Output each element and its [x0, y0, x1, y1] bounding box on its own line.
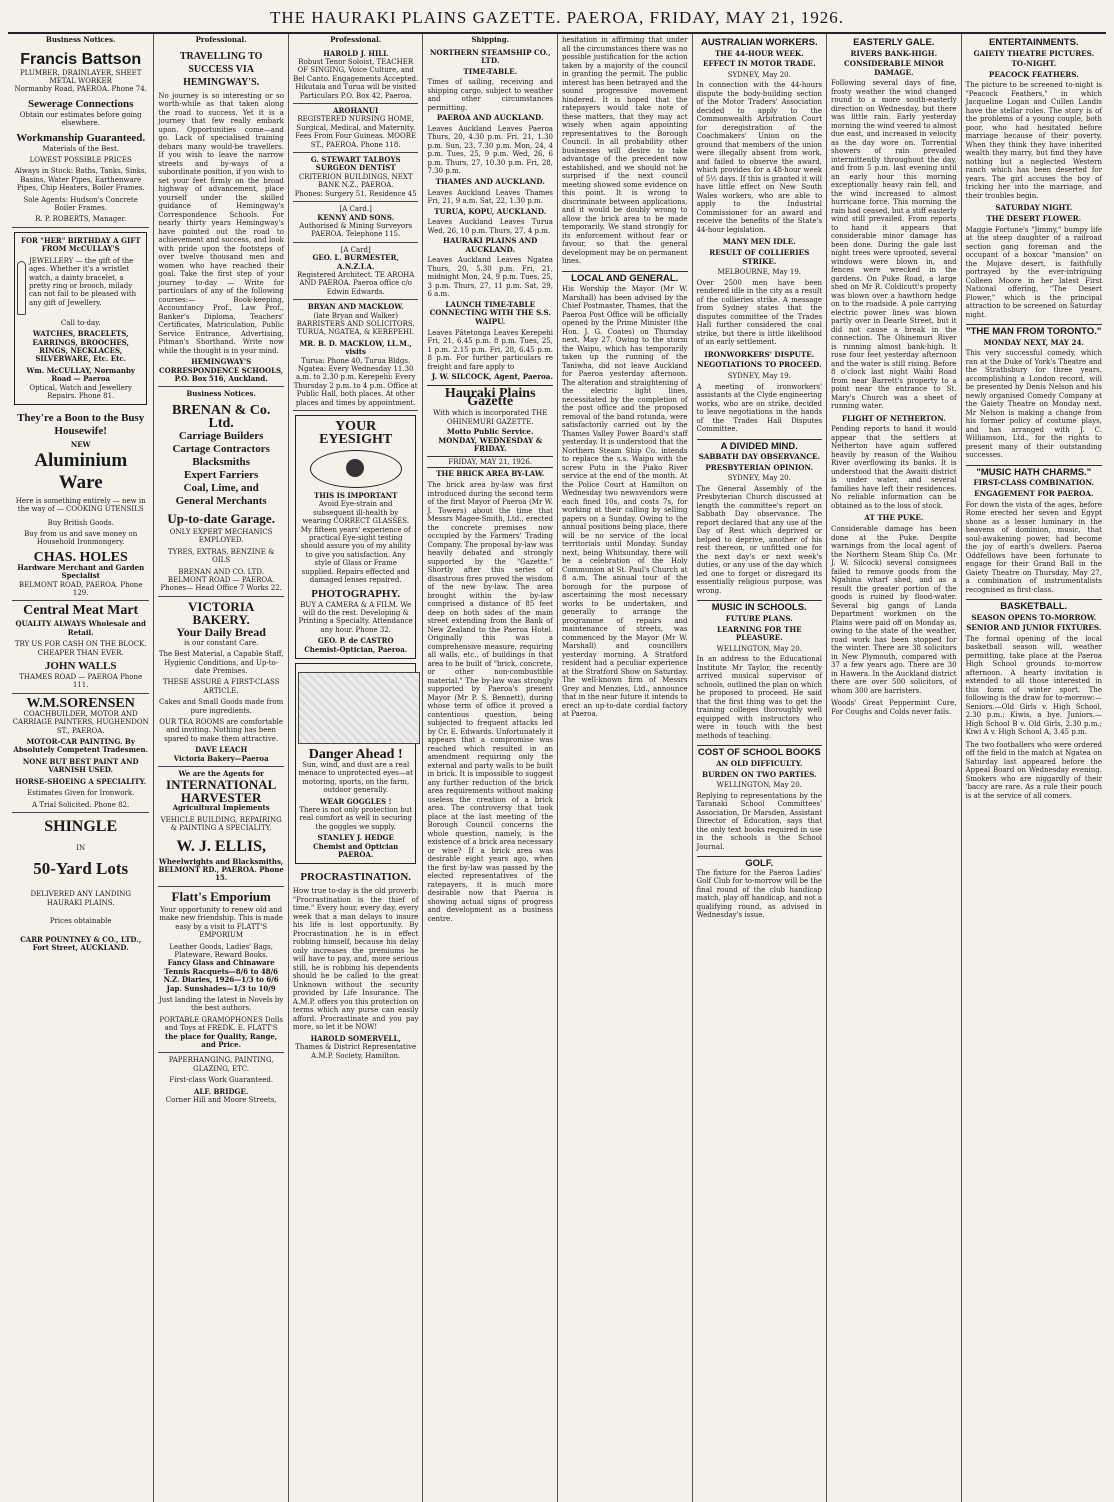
ad-text: There is not only protection but real comfort as well in securing the goggles we supply. [299, 805, 413, 831]
article-text: Following several days of fine, frosty weather the wind changed round to a more south-easterly direction on Wednesday, but there was little rain. Early yesterday morning the wind veered to almost due east, and increased in velocity as the day wore on. Torrential showers of rain prevailed intermittently throughout the day, and from 5 p.m. last evening until an early hour this morning exceptionally heavy rain fell, and the wind increased to almost hurricane force. This morning the rain had ceased, but a stiff easterly wind still prevailed. From reports to hand it appears that considerable minor damage has been done. During the gale last night trees were uprooted, several windows were blown in, and fences were wrecked in the gardens. On Puke Road, a large shed on Mr R. Coldicutt's property was blown over a hawthorn hedge on to the roadside. A pole carrying electric power lines was blown partly over in Dearle Street, but it did not cause a break in the connection. The Ohinemuri River is running almost bank-high. It rose four feet yesterday afternoon and the water is still rising. Before 8 o'clock last night Waihi Road from near Barrett's property to a point near the entrance to St. Mary's Church was a sheet of running water. [831, 79, 957, 411]
article-subheading: BURDEN ON TWO PARTIES. [702, 769, 817, 779]
ad-text: Buy British Goods. [47, 518, 114, 527]
ad-text: MOTOR-CAR PAINTING. By Absolutely Competent Tradesmen. [13, 737, 148, 755]
gazette-motto: Motto Public Service. MONDAY, WEDNESDAY & FRIDAY. [438, 427, 543, 454]
article-heading: GOLF. [697, 856, 823, 869]
article-text: Maggie Fortune's "Jimmy," bumpy life at the steep daughter of a railroad section gang foreman and the occupant of a boxcar "mansion" on the Mojave desert, is faithfully portrayed by the ever-intriguing Colleen Moore in her latest First National offering, "The Desert Flower," which is the principal attraction to be screened on Saturday night. [965, 225, 1102, 319]
ad-text: How true to-day is the old proverb: "Procrastination is the thief of time." Every hour, every day, every week that a man delays to insure his life is lost opportunity. By Procrastination he is in effect robbing himself, because his delay only increases the premiums he will have to pay, and, more serious still, he is robbing his dependents should he be called to the great Unknown without the security provided by Life Insurance. The A.M.P. offers you this protection on terms which any purse can easily afford. Procrastinate and you pay more, so let it be NOW! [292, 887, 419, 1032]
ad-text: No journey is so interesting or so worth-while as that taken along the road to success. Yet it is a journey that few really embark upon. Opportunities come—and go. Lack of specialised training debars many would-be travellers. If you wish to leave the narrow streets and by-ways of a subordinate position, if you wish to set your feet firmly on the broad highway of advancement, place yourself under the skilled guidance of Hemingway's Correspondence Schools. For nearly thirty years Hemingway's have pointed out the road to achievement and success, and look with pride upon the footsteps of over twelve thousand men and women who have reached their goal. Take the first step of your journey to-day — Write for particulars of any of the following courses:— Book-keeping, Accountancy Prof., Law Prof., Banker's Diploma, Teachers' Certificates, Matriculation, Public Service Entrance, Advertising, Pitman's Shorthand. Write now while the thought is in your mind. [158, 91, 284, 355]
ad-title: HAROLD J. HILL [323, 48, 389, 58]
ad-text: Obtain our estimates before going elsewhere. [19, 110, 142, 128]
column-heading: Shipping. [471, 35, 510, 44]
article-text: The General Assembly of the Presbyterian Church discussed at length the committee's report on Sabbath Day observance. The report declared that any use of the Day of Rest which deprived or helped to deprive, another of his rest thereon, or unfitted one for the next day's or next week's duties, or any use of the day which led one to forget or disregard its essentially religious purpose, was wrong. [696, 484, 823, 595]
ad-text: Chemist and Optician PAEROA. [313, 841, 399, 859]
ad-title: GEO. P. de CASTRO [317, 636, 394, 646]
article-subheading: PRESBYTERIAN OPINION. [705, 462, 814, 472]
ad-text: JEWELLERY — the gift of the ages. Whether it's a wristlet watch, a dainty bracelet, a pretty ring or brooch, milady can not fail to be pleased with any gift of Jewellery. [29, 256, 137, 307]
ad-flatt [158, 887, 284, 1054]
ad-text: HORSE-SHOEING A SPECIALITY. [15, 776, 147, 786]
ad-text: BUY A CAMERA & A FILM. We will do the rest. Developing & Printing a Specialty. Attendance any hour. Phone 32. [298, 600, 413, 634]
ad-text: THESE ASSURE A FIRST-CLASS ARTICLE. [162, 678, 280, 695]
article-dateline: SYDNEY, May 19. [727, 371, 791, 380]
article-text: The two footballers who were ordered off the field in the match at Ngatea on Saturday last appeared before the Appeal Board on Wednesday evening. Smokers who are niggardly of their 'baccy are rare. As a rule their pouch is at the service of all comers. [965, 740, 1102, 800]
ad-title: Wm. McCULLAY, Normanby Road — Paeroa [26, 365, 135, 384]
motorcar-illustration-icon [298, 672, 420, 744]
ad-title: ALF. BRIDGE. [193, 1086, 249, 1096]
gazette-date: FRIDAY, MAY 21, 1926. [427, 456, 553, 469]
ad-shingle [12, 813, 149, 955]
ad-text: Call to-day. [60, 318, 101, 327]
article-text: Over 2500 men have been rendered idle in the city as a result of the collieries strike. A message from Sydney states that the disputes committee of the Trades Hall further considered the coal strike, but there is little likelihood of an early settlement. [696, 278, 823, 347]
ad-text: PAPERHANGING, PAINTING, GLAZING, ETC. [168, 1056, 274, 1073]
ad-text: Sun, wind, and dust are a real menace to unprotected eyes—at motoring, sports, on the farm, outdoor generally. [298, 760, 413, 795]
ad-text: Registered Architect. TE AROHA AND PAEROA. Paeroa office c/o Edwin Edwards. [297, 270, 415, 296]
column-heading: Business Notices. [45, 35, 116, 44]
shipping-route: HAURAKI PLAINS AND AUCKLAND. [443, 236, 538, 254]
ad-kenny [293, 202, 419, 243]
ad-heading: FOR "HER" BIRTHDAY A GIFT FROM McCULLAY'S [20, 235, 141, 254]
shipping-text: Leaves Auckland Leaves Thames Fri, 21, 9 a.m. Sat, 22, 1.30 p.m. [427, 188, 553, 206]
ad-text: Leather Goods, Ladies' Bags, Plateware, Reward Books. [169, 942, 273, 959]
ad-text: BELMONT ROAD, PAEROA. Phone 129. [18, 580, 143, 597]
ad-title: Danger Ahead ! [308, 746, 403, 762]
ad-text: [A Card.] [339, 205, 372, 214]
shipping-route: THAMES AND AUCKLAND. [435, 176, 545, 186]
ad-title: Francis Battson [20, 50, 142, 68]
article-text: The fixture for the Paeroa Ladies' Golf Club for to-morrow will be the final round of the club handicap match, play off handicap, and not a qualifying round, as advised in Wednesday's issue. [696, 868, 823, 920]
shipping-text: Leaves Pātetonga Leaves Kerepehi Fri, 21, 6.45 p.m. 8 p.m. Tues, 25, 1 p.m. 2.15 p.m. Fri, 28, 6.45 p.m. 8 p.m. For further particulars re freight and fare apply to [427, 328, 553, 371]
ad-battson [12, 47, 149, 228]
article-heading: MANY MEN IDLE. [722, 237, 796, 247]
ad-text: The Best Material, a Capable Staff, Hygienic Conditions, and Up-to-date Premises. [158, 650, 284, 675]
ad-text: Authorised & Mining Surveyors PAEROA. Telephone 115. [299, 221, 413, 239]
ad-text: TYRES, EXTRAS, BENZINE & OILS [167, 547, 275, 565]
ad-text: We are the Agents for [178, 769, 264, 779]
ad-text: Cakes and Small Goods made from pure ingredients. [159, 698, 284, 715]
ad-title: CHAS. HOLES [33, 549, 128, 565]
ad-burmester [293, 243, 419, 300]
article-text: This very successful comedy, which ran at the Duke of York's Theatre and the Strathsbury for three years, accomplishing a London record, will be presented by Denis Nelson and his newly organised Comedy Company at the Gaiety Theatre on Monday next. Mr Nelson is making a change from his former policy of costume plays, and has arranged with J. C. Williamson, Ltd., for the rights to present many of their outstanding successes. [965, 349, 1102, 460]
ad-text: CARR POUNTNEY & CO., LTD., Fort Street, AUCKLAND. [20, 934, 142, 952]
ad-text: IN [76, 843, 86, 852]
article-text: Pending reports to hand it would appear that the settlers at Netherton have again suffered heavily by reason of the Waihou River overflowing its banks. It is understood that the Awaiti district is under water, and several families have left their residences. No reliable information can be obtained as to the loss of stock. [831, 425, 957, 510]
ad-text: Just landing the latest in Novels by the best authors. [158, 995, 284, 1013]
article-subheading: SABBATH DAY OBSERVANCE. [698, 452, 820, 462]
ad-text: REGISTERED NURSING HOME, Surgical, Medical, and Maternity. Fees From Four Guineas. MOORE ST., PAEROA. Phone 118. [295, 115, 417, 149]
ad-title: VICTORIA BAKERY. [188, 598, 255, 627]
article-dateline: MELBOURNE, May 19. [717, 268, 801, 277]
ad-text: BRENAN AND CO. LTD. BELMONT ROAD — PAEROA. Phones— Head Office 7 Works 22. [160, 567, 282, 593]
ad-title: Up-to-date Garage. [167, 510, 275, 526]
ad-text: [A Card] [340, 245, 371, 254]
ad-text: Estimates Given for Ironwork. [27, 789, 135, 798]
ad-text: R. P. ROBERTS, Manager. [35, 215, 127, 224]
article-text: Woods' Great Peppermint Cure, For Coughs and Colds never fails. [831, 699, 957, 716]
gazette-subtitle: With which is incorporated THE OHINEMURI GAZETTE. [433, 408, 548, 426]
ad-line: Expert Farriers [184, 468, 259, 481]
ad-text: TRY US FOR CASH ON THE BLOCK. CHEAPER THAN EVER. [14, 640, 147, 657]
article-subheading: LEARNING FOR THE PLEASURE. [716, 624, 802, 643]
column-professional-2 [289, 34, 424, 1502]
column-heading: Professional. [330, 35, 382, 44]
ad-text: the place for Quality, Range, and Price. [165, 1031, 278, 1049]
column-local-general [558, 34, 693, 1502]
ad-title: BRENAN & Co. Ltd. [171, 402, 271, 431]
ad-title: Central Meat Mart [23, 603, 139, 619]
ad-text: Agricultural Implements [172, 803, 270, 813]
article-subheading: SATURDAY NIGHT. [995, 203, 1073, 213]
ad-title: Aluminium Ware [34, 449, 128, 493]
ad-text: COACHBUILDER, MOTOR AND CARRIAGE PAINTERS, HUGHENDON ST., PAEROA. [12, 709, 149, 735]
ad-text: ONLY EXPERT MECHANICS EMPLOYED. [169, 527, 273, 545]
article-subheading: THE DESERT FLOWER. [986, 213, 1082, 223]
ad-text: Always in Stock: Baths, Tanks, Sinks, Basins, Water Pipes, Earthenware Pipes, Chip Heaters, Boiler Frames. [14, 167, 147, 193]
section-text: His Worship the Mayor (Mr W. Marshall) has been advised by the Chief Postmaster, Thames, that the Paeroa Post Office will be officially opened by the Prime Minister (the Hon. J. G. Coates) on Thursday next, May 27. Owing to the storm the Waipu, which has temporarily taken up the running of the Taniwha, did not leave Auckland for Paeroa yesterday afternoon. The alteration and straightening of the electric light lines, necessitated by the completion of the post office and the proposed removal of the band rotunda, were satisfactorily carried out by the Thames Valley Power Board's staff yesterday. It is understood that the Northern Steam Ship Co. intends to replace the s.s. Waipu with the screw Putu in the Piako River service at the end of the month. At the Police Court at Hamilton on Wednesday two newsvendors were each fined 10s, and costs 7s, for working at their calling by selling papers on a Sunday. Owing to the annual positions being place, there will be no service of the local territorials until Monday. Sunday next, being Whitsunday, there will be a celebration of the Holy Communion at St. Paul's Church at 8 a.m. The annual tour of the borough for the purpose of ascertaining the most necessary works to be undertaken, and generally to arrange the programme of repairs and maintenance of streets, was commenced by the Mayor (Mr W. Marshall) and councillors yesterday morning. A Stratford resident had a peculiar experience at the Stratford Show on Saturday. The well-known firm of Messrs Grey and Menzies, Ltd., announce that in the near future it intends to erect an up-to-date cordial factory at Paeroa. [561, 285, 688, 719]
ad-heading: THIS IS IMPORTANT [314, 491, 398, 501]
ad-text: (late Bryan and Walker) BARRISTERS AND SOLICITORS, TURUA, NGATEA, & KEREPEHI. [296, 311, 415, 337]
ad-text: PORTABLE GRAMOPHONES Dolls and Toys at FREDK. E. FLATT'S [159, 1015, 283, 1033]
shipping-text: Times of sailing, receiving and shipping cargo, subject to weather and other circumstances permitting. [427, 78, 553, 112]
article-text: The picture to be screened to-night is "Peacock Feathers," in which Jacqueline Logan and Cullen Landis have the stellar roles. The story is of the problems of a young couple, both poor, who had hesitated before marriage because of their poverty. When they think they have inherited wealth they marry, but find they have nothing but a neglected Western ranch which has been deserted for years. The girl accuses the boy of tricking her into the marriage, and their troubles begin. [965, 81, 1102, 200]
ad-text: NEW [70, 440, 91, 450]
article-text: In connection with the 44-hours dispute the body-building section of the Motor Traders' Association decided to apply to the Commonwealth Arbitration Court for deregistration of the Coachmakers' Union on the ground that members of the union were illegally absent from work, and failed to observe the award, which provides for a 48-hour week of 5½ days. If this is granted it will have little effect on New South Wales workers, who are able to apply to the Industrial Commissioner for an award and receive the benefits of the State's 44-hour legislation. [696, 81, 823, 234]
column-entertainments [962, 34, 1106, 1502]
article-heading: COST OF SCHOOL BOOKS [697, 747, 821, 759]
shipping-route: PAEROA AND AUCKLAND. [436, 113, 544, 123]
article-heading: "THE MAN FROM TORONTO." [966, 326, 1102, 338]
column-easterly-gale [827, 34, 962, 1502]
article-subheading: PEACOCK FEATHERS. [988, 69, 1079, 79]
article-heading: BASKETBALL. [966, 599, 1102, 612]
section-heading: ENTERTAINMENTS. [989, 37, 1079, 48]
ad-text: OUR TEA ROOMS are comfortable and inviting. Nothing has been spared to make them attractive. [159, 718, 284, 743]
ad-text: Sole Agents: Hudson's Concrete Boiler Frames. [23, 195, 138, 213]
article-text: Replying to representations by the Taranaki School Committees' Association, Dr Marsden, Assistant Director of Education, says that the only text books required in use in the schools is the School Journal. [696, 791, 823, 851]
article-text: Considerable damage has been done at the Puke. Despite warnings from the local agent of the Northern Steam Ship Co. (Mr J. W. Silcock) several consignees failed to remove goods from the Ngahina wharf shed, and as a result the greater portion of the goods is ruined by flood-water. Several big gangs of Landa Department workmen on the Plains were paid off on Monday as, owing to the state of the weather, road work has been stopped for the winter. There are 38 solicitors in New Plymouth, compared with 37 a few years ago. There are 30 in Hawera. In the Auckland district there are over 500 solicitors, of whom 300 are barristers. [831, 525, 957, 695]
ad-text: Robust Tenor Soloist, TEACHER OF SINGING, Voice Culture, and Bel Canto. Engagements Accepted. Hikutaia and Turua will be visited Particulars P.O. Box 42, Paeroa. [293, 58, 419, 100]
ad-title: HAROLD SOMERVELL, [310, 1033, 401, 1043]
ad-heading: Workmanship Guaranteed. [16, 131, 146, 144]
ad-text: HEMINGWAY'S CORRESPONDENCE SCHOOLS, P.O. Box 516, Auckland. [159, 357, 284, 383]
article-subheading: RESULT OF COLLIERIES STRIKE. [709, 247, 810, 266]
ad-sorensen [12, 694, 149, 813]
ad-heading: PHOTOGRAPHY. [311, 587, 401, 600]
ad-text: Tennis Racquets—8/6 to 48/6 [164, 966, 279, 976]
ad-text: Fancy Glass and Chinaware [167, 958, 275, 968]
ad-title: SHINGLE [44, 817, 118, 835]
article-subheading: ENGAGEMENT FOR PAEROA. [974, 488, 1094, 498]
ad-title: W. J. ELLIS, [176, 837, 266, 855]
ad-talboys [293, 153, 419, 202]
ad-title: 50-Yard Lots [33, 859, 129, 879]
ad-text: is our constant Care. [183, 638, 259, 647]
article-text: A meeting of ironworkers' assistants at the Clyde engineering works, who are on strike, decided to leave negotiations in the hands of the Trades Hall Disputes Committee. [696, 382, 823, 434]
ad-title: AROHANUI [333, 106, 379, 116]
ad-text: CRITERION BUILDINGS, NEXT BANK N.Z., PAEROA. [298, 172, 413, 190]
ad-text: NONE BUT BEST PAINT AND VARNISH USED. [22, 756, 139, 775]
ad-bryan-macklow [293, 300, 419, 411]
article-heading: A DIVIDED MIND. [697, 439, 823, 452]
article-subheading: THE 44-HOUR WEEK. [714, 48, 804, 58]
article-subheading: CONSIDERABLE MINOR DAMAGE. [844, 59, 944, 77]
ad-line: Coal, Lime, and [183, 481, 259, 494]
ad-text: N.Z. Diaries, 1926—1/3 to 6/6 [163, 975, 279, 985]
column-shipping-editorial [423, 34, 558, 1502]
ad-title: GEO. L. BURMESTER, A.N.Z.I.A. [312, 253, 399, 271]
ad-aluminium [12, 409, 149, 601]
ad-text: Chemist-Optician, Paeroa. [304, 644, 408, 654]
columns [8, 34, 1106, 1502]
column-heading: Business Notices. [186, 389, 256, 399]
ad-text: Jap. Sunshades—1/3 to 10/9 [166, 983, 276, 993]
column-business-notices [8, 34, 154, 1502]
ad-line: General Merchants [175, 494, 267, 507]
ad-title: INTERNATIONAL HARVESTER [166, 777, 277, 806]
ad-text: Prices obtainable [49, 917, 112, 926]
shipping-route: LAUNCH TIME-TABLE CONNECTING WITH THE S.S. WAIPU. [429, 299, 551, 327]
ad-title: W.M.SORENSEN [26, 695, 135, 711]
shipping-text: Leaves Auckland Leaves Turua Wed, 26, 10 p.m. Thurs, 27, 4 p.m. [427, 218, 553, 235]
ad-harvester [158, 767, 284, 887]
shipping-text: Leaves Auckland Leaves Ngatea Thurs, 20, 5.30 p.m. Fri, 21, midnight Mon, 24, 9 p.m. Tues, 25, 3 p.m. Thurs, 27, 11 p.m. Sat, 29, 6 a.m. [427, 256, 553, 299]
column-heading: Professional. [195, 35, 247, 44]
article-heading: AUSTRALIAN WORKERS. [700, 37, 818, 48]
ad-eyesight [295, 415, 417, 659]
ad-heading: Sewerage Connections [27, 97, 134, 110]
ad-title: TRAVELLING TO SUCCESS VIA HEMINGWAY'S. [179, 50, 263, 88]
ad-title: PROCRASTINATION. [300, 871, 412, 884]
ad-title: BRYAN AND MACKLOW. [307, 302, 404, 312]
ad-text: VEHICLE BUILDING, REPAIRING & PAINTING A SPECIALITY. [160, 815, 282, 833]
ad-heading: They're a Boon to the Busy Housewife! [17, 412, 145, 438]
ad-text: Your opportunity to renew old and make new friendship. This is made easy by a visit to FLATT'S EMPORIUM [159, 905, 283, 940]
ad-text: Victoria Bakery—Paeroa [173, 753, 269, 763]
ad-text: Thames & District Representative A.M.P. Society, Hamilton. [295, 1043, 417, 1060]
ad-victoria-bakery [158, 597, 284, 767]
ad-heading: WEAR GOGGLES ! [319, 796, 392, 806]
ad-procrastination [293, 868, 419, 1063]
article-heading: EASTERLY GALE. [853, 37, 935, 48]
ad-text: Normanby Road, PAEROA. Phone 74. [14, 85, 147, 94]
ad-heading: Your Daily Bread [176, 624, 266, 639]
article-subheading: MONDAY NEXT, MAY 24. [983, 337, 1084, 347]
article-subheading: AT THE PUKE. [864, 513, 924, 523]
ad-text: Buy from us and save money on Household Ironmongery. [24, 529, 138, 547]
article-dateline: SYDNEY, May 20. [727, 70, 791, 79]
article-text: In an address to the Educational Institute Mr Taylor, the recently arrived musical supervisor of schools, outlined the plan on which he proposed to proceed. He said that the first thing was to get the training colleges thoroughly well equipped with instructors who were in touch with the best methods of teaching. [696, 655, 823, 740]
article-subheading: SENIOR AND JUNIOR FIXTURES. [966, 623, 1102, 633]
shipping-company: NORTHERN STEAMSHIP CO., LTD. [429, 47, 551, 66]
ad-text: THAMES ROAD — PAEROA Phone 111. [19, 673, 143, 690]
ad-text: A Trial Solicited. Phone 82. [32, 800, 130, 809]
ad-danger-goggles [295, 663, 417, 864]
shipping-text: Leaves Auckland Leaves Paeroa Thurs, 20, 4.30 p.m. Fri. 21, 1.30 p.m. Sun, 23, 7.30 p.m. Mon, 24, 4 p.m. Tues, 25, 9 p.m. Wed, 26, 6 p.m. Thurs, 27, 10.30 p.m. Fri, 28, 7.30 p.m. [427, 124, 553, 176]
ad-text: Corner Hill and Moore Streets, [165, 1096, 277, 1104]
shipping-agent: J. W. SILCOCK, Agent, Paeroa. [431, 372, 553, 382]
section-heading: LOCAL AND GENERAL. [562, 271, 688, 284]
ad-text: LOWEST POSSIBLE PRICES [29, 156, 132, 165]
article-dateline: SYDNEY, May 20. [727, 474, 791, 483]
article-heading: MUSIC IN SCHOOLS. [697, 600, 823, 613]
article-subheading: SEASON OPENS TO-MORROW. [971, 612, 1097, 622]
ad-title: Flatt's Emporium [171, 888, 271, 904]
article-dateline: WELLINGTON, May 20. [716, 644, 802, 653]
ad-brenan [158, 401, 284, 597]
ad-text: PLUMBER, DRAINLAYER, SHEET METAL WORKER [19, 68, 142, 85]
editorial-continued: hesitation in affirming that under all the circumstances there was no possible justification for the action taken by a majority of the council in granting the permit. The public interest has been betrayed and the sound progressive movement hindered. It is hoped that the ratepayers would take note of these matters, that they may act wisely when again appointing representatives to the Borough Council. In all probability other businesses will desire to take advantage of the precedent now established, and we should not be surprised if the next council meeting showed some evidence on this point. It is wrong to discriminate between applications, and it would be doubly wrong to allow the brick area to be made temporarily. We stand strongly for its enforcement without fear or favour, so that the general development may be on permanent lines. [561, 36, 688, 265]
ad-text: QUALITY ALWAYS Wholesale and Retail. [15, 619, 146, 637]
article-subheading: AN OLD DIFFICULTY. [716, 758, 803, 768]
ad-hill [293, 47, 419, 104]
article-subheading: FUTURE PLANS. [725, 614, 793, 623]
article-subheading: EFFECT IN MOTOR TRADE. [702, 59, 816, 69]
ad-bridge [158, 1053, 284, 1107]
article-heading: IRONWORKERS' DISPUTE. [704, 349, 815, 359]
ad-text: Optical, Watch and Jewellery Repairs. Phone 81. [29, 383, 133, 400]
ad-text: Turua: Phone 40, Turua Bldgs. Ngatea: Every Wednesday 11.30 a.m. to 2.30 p.m. Kerepehi: Every Thursday 2 p.m. to 4 p.m. Office at Public Hall, both places. At other places and times by appointment. [293, 356, 418, 407]
article-dateline: WELLINGTON, May 20. [716, 781, 802, 790]
ad-text: Materials of the Best. [42, 144, 120, 153]
ad-text: Here is something entirely — new in the way of — COOKING UTENSILS [15, 496, 146, 514]
ad-title: G. STEWART TALBOYS SURGEON DENTIST [310, 155, 401, 173]
article-text: For down the vista of the ages, before Rome erected her seven and Egypt shone as a lesser luminary in the heavens of dominion, music, that soul-awakening power, had become the joy of earth's dwellers. Paeroa Oddfellows have been fortunate to engage for their Grand Ball in the Gaiety Theatre on Thursday, May 27, a combination of instrumentalists recognised as first-class. [965, 500, 1102, 594]
ad-body [17, 257, 144, 319]
ad-title: DAVE LEACH [195, 745, 248, 755]
article-heading: "MUSIC HATH CHARMS." [966, 465, 1102, 478]
article-subheading: TO-NIGHT. [1011, 59, 1057, 69]
gazette-nameplate: Hauraki Plains Gazette [444, 385, 536, 410]
ad-text: Wheelwrights and Blacksmiths, [158, 856, 284, 866]
ad-text: Hardware Merchant and Garden Specialist [17, 562, 145, 581]
ad-line: Blacksmiths [192, 455, 250, 468]
article-subheading: RIVERS BANK-HIGH. [850, 48, 938, 58]
masthead: THE HAURAKI PLAINS GAZETTE. PAEROA, FRIDAY, MAY 21, 1926. [8, 6, 1106, 34]
ad-title: KENNY AND SONS. [317, 212, 395, 222]
ad-title: MR. B. D. MACKLOW, LL.M., visits [299, 338, 412, 357]
article-subheading: GAIETY THEATRE PICTURES. [973, 48, 1095, 58]
shipping-timetable-heading: TIME-TABLE. [463, 66, 518, 76]
ad-text: First-class Work Guaranteed. [169, 1076, 274, 1085]
eye-illustration-icon [310, 450, 402, 488]
ad-line: Cartage Contractors [172, 442, 270, 455]
ad-text: DELIVERED ANY LANDING HAURAKI PLAINS. [30, 890, 131, 907]
ad-text: BELMONT RD., PAEROA. Phone 15. [158, 865, 284, 883]
column-news [693, 34, 828, 1502]
ad-text: Avoid Eye-strain and subsequent ill-health by wearing CORRECT GLASSES. My fifteen years' experience of practical Eye-sight testing should assure you of my ability to give you satisfaction. Any style of Glass or Frame supplied. Repairs effected and damaged lenses repaired. [300, 500, 411, 585]
ad-text: Phones: Surgery 51, Residence 45 [294, 189, 417, 198]
ad-meat-mart [12, 601, 149, 693]
article-subheading: NEGOTIATIONS TO PROCEED. [697, 360, 822, 370]
ad-line: Carriage Builders [178, 429, 264, 442]
ad-mccullay [14, 232, 147, 405]
article-subheading: FIRST-CLASS COMBINATION. [973, 478, 1095, 488]
wristwatch-icon [17, 261, 26, 315]
ad-title: STANLEY J. HEDGE [317, 833, 394, 843]
shipping-route: TURUA, KOPU, AUCKLAND. [434, 206, 547, 216]
editorial-text: The brick area by-law was first introduced during the second term of the first Mayor of Paeroa (Mr W. J. Towers) about the time that Messrs Magee-Smith, Ltd., erected the concrete premises now occupied by the Farmers' Trading Company. The proposal by-law was heavily debated and strongly supported by the "Gazette." Shortly after this series of disastrous fires proved the wisdom of the new by-law. The area brought within the by-law comprised a distance of 85 feet deep on both sides of the main street extending from the Bank of New Zealand to the Paeroa Hotel. Originally this was a comprehensive measure, requiring all walls, etc., of buildings in that area to be built of "brick, concrete, or other non-combustible material." The by-law was strongly supported by Paeroa's present Mayor (Mr P. S. Bennett), during whose term of office it proved a contentious question, being subjected to frequent attacks led by Cr. E. Edwards. Unfortunately it appears that a compromise was reached which resulted in an amendment requiring only the external and party walls to be built in brick. It is impossible to suggest any further reduction of the brick area requirements without making useless the creation of a brick area. The controversy that took place at the last meeting of the Borough Council concerns the whole question, namely, is the existence of a brick area necessary or wise? If a brick area was desirable eight years ago, when the first by-law was passed by the elected representatives of the ratepayers, it is much more desirable now that Paeroa is showing actual signs of progress and development as a business centre. [427, 481, 553, 923]
ad-text: WATCHES, BRACELETS, EARRINGS, BROOCHES, RINGS, NECKLACES, SILVERWARE, Etc. Etc. [32, 329, 129, 364]
column-professional [154, 34, 289, 1502]
article-subheading: FLIGHT OF NETHERTON. [841, 413, 946, 423]
ad-title: YOUR EYESIGHT [319, 419, 393, 448]
ad-title: JOHN WALLS [44, 660, 117, 673]
editorial-heading: THE BRICK AREA BY-LAW. [436, 469, 545, 479]
ad-hemingway [158, 47, 284, 388]
article-text: The formal opening of the local basketball season will, weather permitting, take place at the Paeroa High School grounds to-morrow afternoon. A hearty invitation is extended to all those interested in this form of winter sport. The following is the draw for to-morrow:— Seniors.—Old Girls v. High School, 2.30 p.m.; Kiwis, a bye. Juniors.—High School B v. Old Girls, 2.30 p.m.; Kiwi A v. High School A, 3.45 p.m. [965, 634, 1102, 737]
ad-arohanui [293, 104, 419, 153]
